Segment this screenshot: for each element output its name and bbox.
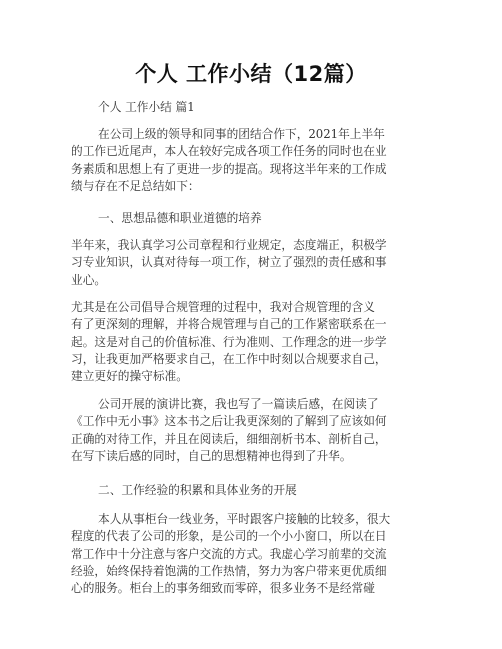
text-line: 公司开展的演讲比赛，我也写了一篇读后感，在阅读了 <box>98 397 379 411</box>
text-line: 程度的代表了公司的形象，是公司的一个小小窗口，所以在日 <box>71 529 387 544</box>
text-line: 建立更好的操守标准。 <box>71 369 188 384</box>
document-subtitle: 个人 工作小结 篇1 <box>98 100 195 114</box>
text-line: 半年来，我认真学习公司章程和行业规定，态度端正，积极学 <box>71 238 387 252</box>
text-line: 业心。 <box>71 272 107 287</box>
text-line: 起。这是对自己的价值标准、行为准则、工作理念的进一步学 <box>71 334 387 349</box>
text-line: 有了更深刻的理解，并将合规管理与自己的工作紧密联系在一 <box>71 317 387 332</box>
text-line: 习，让我更加严格要求自己，在工作中时刻以合规要求自己， <box>71 351 387 366</box>
section1-paragraph-2 <box>71 299 437 385</box>
text-line: 《工作中无小事》这本书之后让我更深刻的了解到了应该如何 <box>71 414 387 429</box>
text-line: 本人从事柜台一线业务，平时跟客户接触的比较多，很大 <box>98 512 391 526</box>
text-line: 习专业知识，认真对待每一项工作，树立了强烈的责任感和事 <box>71 255 387 270</box>
text-line: 尤其是在公司倡导合规管理的过程中，我对合规管理的含义 <box>71 300 375 314</box>
text-line: 的工作已近尾声，本人在较好完成各项工作任务的同时也在业 <box>71 144 387 159</box>
section1-paragraph-1 <box>71 237 437 289</box>
text-line: 务素质和思想上有了更进一步的提高。现将这半年来的工作成 <box>71 161 387 176</box>
section-heading-1: 一、思想品德和职业道德的培养 <box>98 211 262 225</box>
text-line: 在公司上级的领导和同事的团结合作下，2021年上半年 <box>98 127 385 141</box>
document-title: 个人 工作小结（12篇） <box>135 62 367 86</box>
text-line: 经验，始终保持着饱满的工作热情，努力为客户带来更优质细 <box>71 563 387 578</box>
text-line: 绩与存在不足总结如下： <box>71 178 200 193</box>
section2-paragraph-1 <box>71 511 437 597</box>
section-heading-2: 二、工作经验的积累和具体业务的开展 <box>98 483 297 497</box>
text-line: 心的服务。柜台上的事务细致而零碎，很多业务不是经常碰 <box>71 581 375 596</box>
intro-paragraph <box>71 126 437 195</box>
text-line: 常工作中十分注意与客户交流的方式。我虚心学习前辈的交流 <box>71 546 387 561</box>
text-line: 正确的对待工作，并且在阅读后，细细剖析书本、剖析自己， <box>71 431 387 446</box>
text-line: 在写下读后感的同时，自己的思想精神也得到了升华。 <box>71 448 352 463</box>
section1-paragraph-3 <box>71 396 437 465</box>
